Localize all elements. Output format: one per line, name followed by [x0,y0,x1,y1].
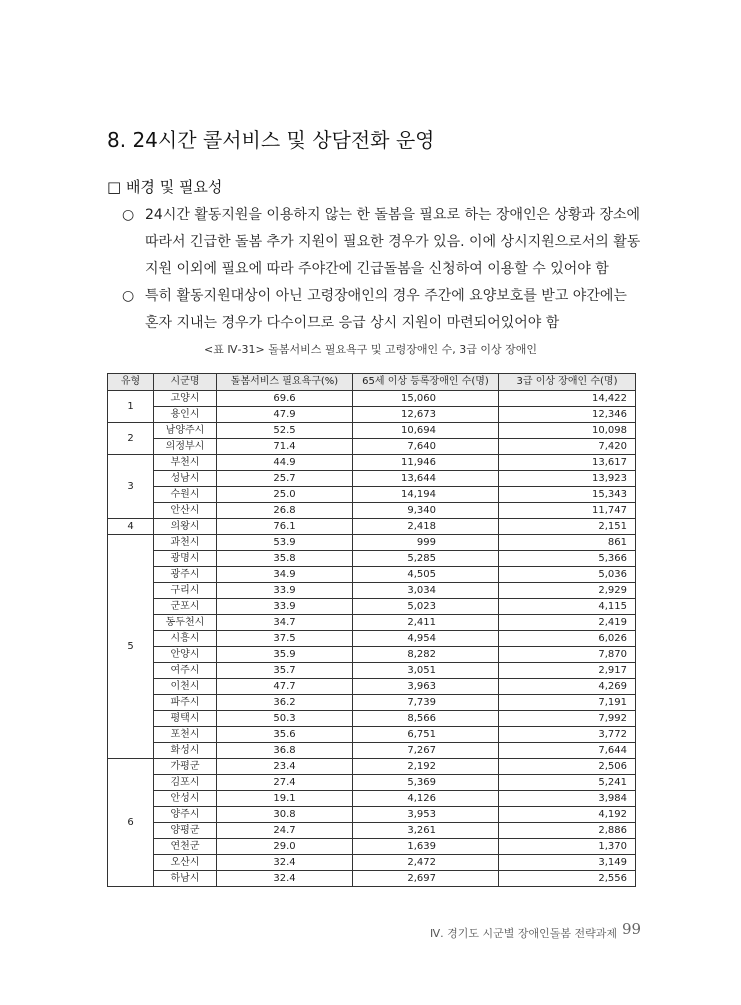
elderly-count-cell: 4,954 [353,631,499,647]
severe-count-cell: 861 [499,535,636,551]
care-need-cell: 35.7 [217,663,353,679]
severe-count-cell: 2,929 [499,583,636,599]
elderly-count-cell: 15,060 [353,391,499,407]
severe-count-cell: 14,422 [499,391,636,407]
table-row [108,807,636,823]
elderly-count-cell: 9,340 [353,503,499,519]
city-cell: 여주시 [154,663,217,679]
table-row [108,871,636,887]
table-row [108,855,636,871]
care-need-cell: 25.0 [217,487,353,503]
elderly-count-cell: 2,411 [353,615,499,631]
table-row [108,759,636,775]
city-cell: 광명시 [154,551,217,567]
city-cell: 구리시 [154,583,217,599]
city-cell: 시흥시 [154,631,217,647]
severe-count-cell: 3,984 [499,791,636,807]
table-row [108,615,636,631]
bullet-line: 지원 이외에 필요에 따라 주야간에 긴급돌봄을 신청하여 이용할 수 있어야 함 [145,261,609,277]
elderly-count-cell: 3,051 [353,663,499,679]
severe-count-cell: 2,419 [499,615,636,631]
table-row [108,551,636,567]
city-cell: 과천시 [154,535,217,551]
city-cell: 의왕시 [154,519,217,535]
elderly-count-cell: 3,963 [353,679,499,695]
elderly-count-cell: 1,639 [353,839,499,855]
elderly-count-cell: 8,566 [353,711,499,727]
type-cell: 4 [108,519,154,535]
elderly-count-cell: 999 [353,535,499,551]
section-heading: 8. 24시간 콜서비스 및 상담전화 운영 [107,128,435,152]
elderly-count-cell: 2,192 [353,759,499,775]
table-row [108,583,636,599]
city-cell: 평택시 [154,711,217,727]
table-row [108,775,636,791]
page-footer: Ⅳ. 경기도 시군별 장애인돌봄 전략과제 [430,927,618,940]
data-table [107,373,636,887]
city-cell: 가평군 [154,759,217,775]
severe-count-cell: 5,366 [499,551,636,567]
city-cell: 의정부시 [154,439,217,455]
page-number: 99 [622,920,642,938]
table-row [108,631,636,647]
elderly-count-cell: 6,751 [353,727,499,743]
care-need-cell: 33.9 [217,583,353,599]
table-row [108,679,636,695]
elderly-count-cell: 7,267 [353,743,499,759]
severe-count-cell: 7,644 [499,743,636,759]
type-cell: 3 [108,455,154,519]
care-need-cell: 44.9 [217,455,353,471]
city-cell: 성남시 [154,471,217,487]
care-need-cell: 47.9 [217,407,353,423]
care-need-cell: 47.7 [217,679,353,695]
severe-count-cell: 10,098 [499,423,636,439]
care-need-cell: 32.4 [217,855,353,871]
city-cell: 양주시 [154,807,217,823]
table-row [108,711,636,727]
care-need-cell: 36.2 [217,695,353,711]
elderly-count-cell: 2,418 [353,519,499,535]
elderly-count-cell: 5,285 [353,551,499,567]
city-cell: 파주시 [154,695,217,711]
city-cell: 김포시 [154,775,217,791]
care-need-cell: 76.1 [217,519,353,535]
table-row [108,535,636,551]
table-row [108,471,636,487]
care-need-cell: 36.8 [217,743,353,759]
city-cell: 이천시 [154,679,217,695]
type-cell: 6 [108,759,154,887]
elderly-count-cell: 2,697 [353,871,499,887]
elderly-count-cell: 5,369 [353,775,499,791]
header-care-need: 돌봄서비스 필요욕구(%) [217,374,353,391]
severe-count-cell: 7,992 [499,711,636,727]
bullet-line: 혼자 지내는 경우가 다수이므로 응급 상시 지원이 마련되어있어야 함 [145,315,560,331]
city-cell: 남양주시 [154,423,217,439]
table-row [108,791,636,807]
care-need-cell: 24.7 [217,823,353,839]
care-need-cell: 29.0 [217,839,353,855]
care-need-cell: 32.4 [217,871,353,887]
elderly-count-cell: 14,194 [353,487,499,503]
care-need-cell: 37.5 [217,631,353,647]
severe-count-cell: 15,343 [499,487,636,503]
elderly-count-cell: 4,505 [353,567,499,583]
severe-count-cell: 3,772 [499,727,636,743]
elderly-count-cell: 10,694 [353,423,499,439]
table-row [108,455,636,471]
city-cell: 용인시 [154,407,217,423]
care-need-cell: 27.4 [217,775,353,791]
bullet-line: 24시간 활동지원을 이용하지 않는 한 돌봄을 필요로 하는 장애인은 상황과 장소에 [145,207,641,223]
city-cell: 안산시 [154,503,217,519]
subsection-heading: □ 배경 및 필요성 [107,178,223,196]
severe-count-cell: 13,923 [499,471,636,487]
header-type: 유형 [108,374,154,391]
care-need-cell: 30.8 [217,807,353,823]
severe-count-cell: 11,747 [499,503,636,519]
elderly-count-cell: 13,644 [353,471,499,487]
city-cell: 수원시 [154,487,217,503]
elderly-count-cell: 8,282 [353,647,499,663]
severe-count-cell: 2,886 [499,823,636,839]
city-cell: 동두천시 [154,615,217,631]
city-cell: 하남시 [154,871,217,887]
severe-count-cell: 4,115 [499,599,636,615]
severe-count-cell: 12,346 [499,407,636,423]
city-cell: 안양시 [154,647,217,663]
table-row [108,487,636,503]
type-cell: 2 [108,423,154,455]
care-need-cell: 50.3 [217,711,353,727]
severe-count-cell: 2,556 [499,871,636,887]
table-row [108,839,636,855]
circle-bullet-icon: ○ [122,207,135,223]
table-row [108,599,636,615]
header-severe-disabled: 3급 이상 장애인 수(명) [499,374,636,391]
elderly-count-cell: 12,673 [353,407,499,423]
circle-bullet-icon: ○ [122,288,135,304]
table-row [108,647,636,663]
city-cell: 양평군 [154,823,217,839]
table-row [108,391,636,407]
care-need-cell: 25.7 [217,471,353,487]
city-cell: 안성시 [154,791,217,807]
city-cell: 오산시 [154,855,217,871]
care-need-cell: 35.8 [217,551,353,567]
severe-count-cell: 2,917 [499,663,636,679]
severe-count-cell: 5,241 [499,775,636,791]
care-need-cell: 34.7 [217,615,353,631]
table-row [108,439,636,455]
care-need-cell: 53.9 [217,535,353,551]
elderly-count-cell: 11,946 [353,455,499,471]
severe-count-cell: 4,192 [499,807,636,823]
table-row [108,823,636,839]
bullet-line: 따라서 긴급한 돌봄 추가 지원이 필요한 경우가 있음. 이에 상시지원으로서의 활동 [145,234,641,250]
table-caption: <표 Ⅳ-31> 돌봄서비스 필요욕구 및 고령장애인 수, 3급 이상 장애인 [204,343,537,356]
elderly-count-cell: 3,034 [353,583,499,599]
type-cell: 1 [108,391,154,423]
care-need-cell: 71.4 [217,439,353,455]
table-row [108,743,636,759]
city-cell: 고양시 [154,391,217,407]
city-cell: 군포시 [154,599,217,615]
severe-count-cell: 1,370 [499,839,636,855]
severe-count-cell: 7,870 [499,647,636,663]
care-need-cell: 35.6 [217,727,353,743]
care-need-cell: 33.9 [217,599,353,615]
care-need-cell: 69.6 [217,391,353,407]
table-row [108,695,636,711]
table-row [108,423,636,439]
severe-count-cell: 5,036 [499,567,636,583]
severe-count-cell: 2,506 [499,759,636,775]
elderly-count-cell: 5,023 [353,599,499,615]
care-need-cell: 19.1 [217,791,353,807]
type-cell: 5 [108,535,154,759]
elderly-count-cell: 2,472 [353,855,499,871]
elderly-count-cell: 4,126 [353,791,499,807]
severe-count-cell: 2,151 [499,519,636,535]
care-need-cell: 23.4 [217,759,353,775]
severe-count-cell: 6,026 [499,631,636,647]
elderly-count-cell: 3,261 [353,823,499,839]
table-row [108,663,636,679]
severe-count-cell: 7,191 [499,695,636,711]
elderly-count-cell: 7,640 [353,439,499,455]
table-row [108,567,636,583]
care-need-cell: 52.5 [217,423,353,439]
care-need-cell: 35.9 [217,647,353,663]
city-cell: 부천시 [154,455,217,471]
severe-count-cell: 4,269 [499,679,636,695]
table-row [108,727,636,743]
severe-count-cell: 7,420 [499,439,636,455]
city-cell: 화성시 [154,743,217,759]
city-cell: 포천시 [154,727,217,743]
table-header-row [108,374,636,391]
elderly-count-cell: 7,739 [353,695,499,711]
header-city: 시군명 [154,374,217,391]
city-cell: 연천군 [154,839,217,855]
bullet-line: 특히 활동지원대상이 아닌 고령장애인의 경우 주간에 요양보호를 받고 야간에는 [145,288,627,304]
severe-count-cell: 3,149 [499,855,636,871]
elderly-count-cell: 3,953 [353,807,499,823]
care-need-cell: 34.9 [217,567,353,583]
table-row [108,503,636,519]
care-need-cell: 26.8 [217,503,353,519]
severe-count-cell: 13,617 [499,455,636,471]
header-elderly-disabled: 65세 이상 등록장애인 수(명) [353,374,499,391]
city-cell: 광주시 [154,567,217,583]
table-row [108,519,636,535]
table-row [108,407,636,423]
